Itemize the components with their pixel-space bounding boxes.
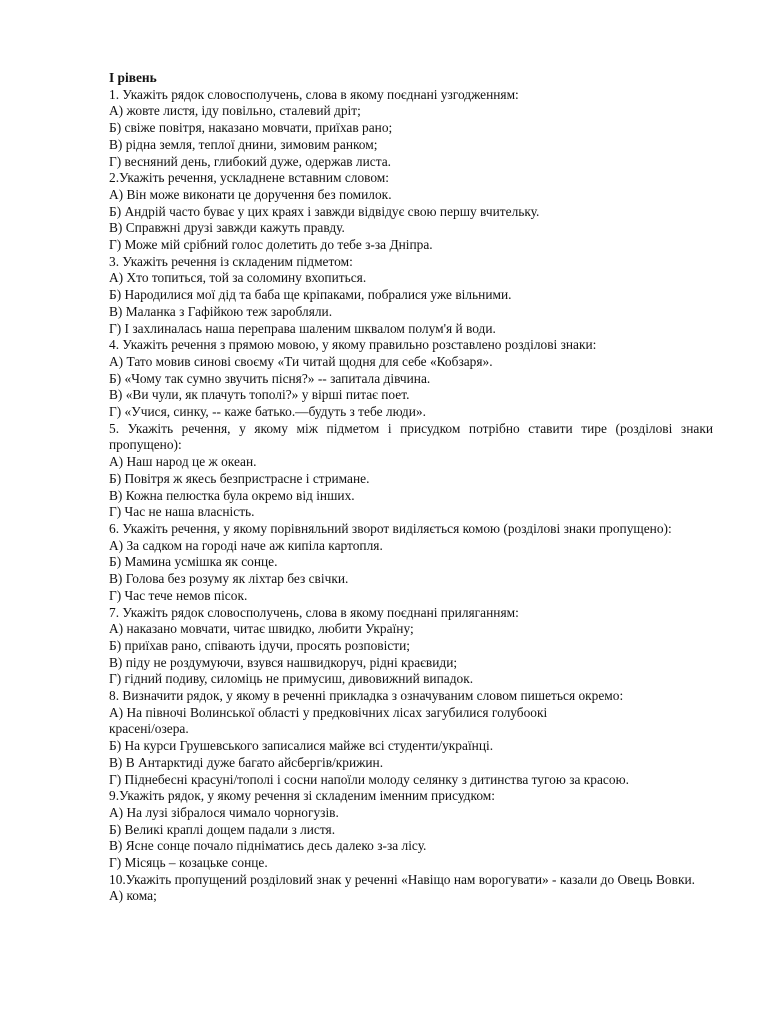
q6-option-a: А) За садком на городі наче аж кипіла картопля. (109, 537, 383, 553)
q3-question: 3. Укажіть речення із складеним підметом: (109, 253, 353, 269)
q6-option-v: В) Голова без розуму як ліхтар без свічки. (109, 571, 349, 587)
q9-option-b: Б) Великі краплі дощем падали з листя. (109, 821, 336, 837)
q3-option-a: А) Хто топиться, той за соломину вхопиться. (109, 270, 367, 286)
q10-question: 10.Укажіть пропущений розділовий знак у реченні «Навіщо нам ворогувати» - казали до Овець Вовки. (109, 871, 695, 887)
q8-option-a: А) На півночі Волинської області у предковічних лісах загубилися голубоокі (109, 704, 548, 720)
q3-option-v: В) Маланка з Гафійкою теж заробляли. (109, 303, 333, 319)
q8-option-v: В) В Антарктиді дуже багато айсбергів/крижин. (109, 754, 384, 770)
q3-option-h: Г) І захлиналась наша переправа шаленим шквалом полум'я й води. (109, 320, 496, 336)
q7-option-a: А) наказано мовчати, читає швидко, любити Україну; (109, 621, 414, 637)
q4-option-a: А) Тато мовив синові своєму «Ти читай щодня для себе «Кобзаря». (109, 353, 493, 369)
q8-option-b: Б) На курси Грушевського записалися майже всі студенти/українці. (109, 738, 494, 754)
q5-option-a: А) Наш народ це ж океан. (109, 454, 257, 470)
q6-question: 6. Укажіть речення, у якому порівняльний зворот виділяється комою (розділові знаки пропущено): (109, 520, 672, 536)
q1-option-b: Б) свіже повітря, наказано мовчати, приїхав рано; (109, 120, 393, 136)
q9-option-h: Г) Місяць – козацьке сонце. (109, 855, 268, 871)
q4-option-h: Г) «Учися, синку, -- каже батько.—будуть з тебе люди». (109, 404, 426, 420)
q6-option-b: Б) Мамина усмішка як сонце. (109, 554, 278, 570)
q2-option-a: А) Він може виконати це доручення без помилок. (109, 186, 392, 202)
q7-question: 7. Укажіть рядок словосполучень, слова в якому поєднані приляганням: (109, 604, 519, 620)
q4-option-v: В) «Ви чули, як плачуть тополі?» у вірші питає поет. (109, 387, 410, 403)
q7-option-v: В) піду не роздумуючи, взувся нашвидкоруч, рідні краєвиди; (109, 654, 458, 670)
q8-option-h: Г) Піднебесні красуні/тополі і сосни напоїли молоду селянку з дитинства тугою за красою. (109, 771, 629, 787)
q2-question: 2.Укажіть речення, ускладнене вставним словом: (109, 170, 389, 186)
q10-option-a: А) кома; (109, 888, 157, 904)
q5-option-v: В) Кожна пелюстка була окремо від інших. (109, 487, 355, 503)
q2-option-v: В) Справжні друзі завжди кажуть правду. (109, 220, 345, 236)
q2-option-h: Г) Може мій срібний голос долетить до тебе з-за Дніпра. (109, 237, 433, 253)
q1-option-h: Г) весняний день, глибокий дуже, одержав листа. (109, 153, 392, 169)
q6-option-h: Г) Час тече немов пісок. (109, 587, 248, 603)
q4-option-b: Б) «Чому так сумно звучить пісня?» -- запитала дівчина. (109, 370, 431, 386)
q8-question: 8. Визначити рядок, у якому в реченні прикладка з означуваним словом пишеться окремо: (109, 688, 624, 704)
document-page (109, 70, 713, 905)
q8-option-a-continued: красені/озера. (109, 721, 189, 737)
q1-question: 1. Укажіть рядок словосполучень, слова в якому поєднані узгодженням: (109, 86, 519, 102)
level-heading: І рівень (109, 70, 157, 85)
q9-option-a: А) На лузі зібралося чимало чорногузів. (109, 804, 339, 820)
q1-option-a: А) жовте листя, іду повільно, сталевий дріт; (109, 103, 361, 119)
q5-option-h: Г) Час не наша власність. (109, 504, 255, 520)
q3-option-b: Б) Народилися мої дід та баба ще кріпаками, побралися уже вільними. (109, 287, 512, 303)
q4-question: 4. Укажіть речення з прямою мовою, у якому правильно розставлено розділові знаки: (109, 337, 597, 353)
q7-option-h: Г) гідний подиву, силоміць не примусиш, дивовижний випадок. (109, 671, 474, 687)
q2-option-b: Б) Андрій часто буває у цих краях і завжди відвідує свою першу вчительку. (109, 203, 540, 219)
q5-option-b: Б) Повітря ж якесь безпристрасне і стримане. (109, 470, 370, 486)
q9-option-v: В) Ясне сонце почало підніматись десь далеко з-за лісу. (109, 838, 427, 854)
q1-option-v: В) рідна земля, теплої днини, зимовим ранком; (109, 136, 378, 152)
q7-option-b: Б) приїхав рано, співають ідучи, просять розповісти; (109, 637, 411, 653)
q9-question: 9.Укажіть рядок, у якому речення зі складеним іменним присудком: (109, 788, 495, 804)
q5-question: 5. Укажіть речення, у якому між підметом і присудком потрібно ставити тире (розділові знаки пропущено): (109, 420, 713, 453)
